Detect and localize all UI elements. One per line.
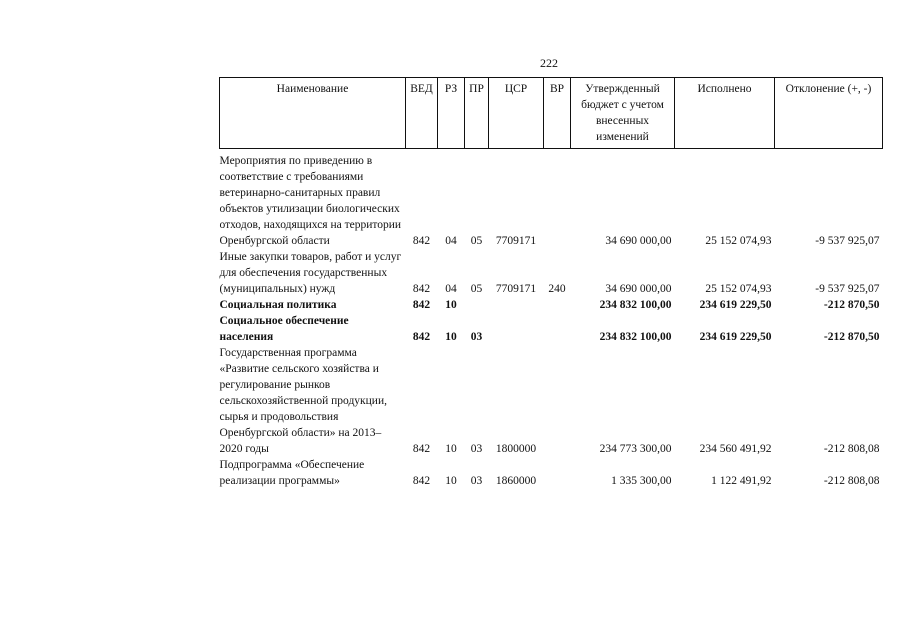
header-vr: ВР	[544, 78, 571, 149]
cell-deviation: -212 870,50	[823, 331, 880, 343]
header-ved: ВЕД	[406, 78, 438, 149]
cell-pr: 03	[470, 331, 483, 343]
header-csr: ЦСР	[489, 78, 544, 149]
cell-rz: 04	[445, 235, 457, 247]
cell-ved: 842	[412, 475, 431, 487]
cell-csr	[489, 297, 544, 313]
cell-deviation: -212 870,50	[823, 299, 880, 311]
cell-name: Мероприятия по приведению в соответствие с требованиями ветеринарно-санитарных правил объектов утилизации биологических отходов, находящихся на территории Оренбургской области	[219, 155, 402, 247]
cell-approved: 234 832 100,00	[599, 299, 672, 311]
cell-deviation: -9 537 925,07	[815, 283, 880, 295]
cell-name: Социальное обеспечение населения	[219, 315, 349, 343]
cell-rz: 10	[445, 475, 457, 487]
table-row	[220, 457, 883, 489]
cell-executed: 234 619 229,50	[699, 299, 772, 311]
cell-vr	[544, 297, 571, 313]
cell-name: Подпрограмма «Обеспечение реализации программы»	[219, 459, 365, 487]
cell-approved: 1 335 300,00	[611, 475, 672, 487]
cell-executed: 25 152 074,93	[705, 283, 772, 295]
cell-deviation: -9 537 925,07	[815, 235, 880, 247]
page-number: 222	[540, 56, 558, 70]
cell-pr: 05	[470, 283, 483, 295]
header-rz: РЗ	[438, 78, 465, 149]
cell-csr: 7709171	[495, 283, 537, 295]
header-approved: Утвержденный бюджет с учетом внесенных изменений	[571, 78, 675, 149]
cell-csr: 1800000	[495, 443, 537, 455]
header-name: Наименование	[220, 78, 406, 149]
cell-pr	[465, 297, 489, 313]
cell-csr: 1860000	[495, 475, 537, 487]
cell-rz: 10	[445, 299, 457, 311]
cell-ved: 842	[412, 283, 431, 295]
cell-deviation: -212 808,08	[823, 443, 880, 455]
cell-csr	[489, 313, 544, 345]
header-deviation: Отклонение (+, -)	[775, 78, 883, 149]
cell-name: Социальная политика	[219, 299, 337, 311]
cell-executed: 25 152 074,93	[705, 235, 772, 247]
cell-approved: 234 773 300,00	[599, 443, 672, 455]
cell-vr: 240	[548, 283, 566, 295]
cell-approved: 34 690 000,00	[605, 283, 672, 295]
cell-csr: 7709171	[495, 235, 537, 247]
table-row	[220, 149, 883, 250]
cell-vr	[544, 345, 571, 457]
cell-ved: 842	[412, 299, 431, 311]
header-pr: ПР	[465, 78, 489, 149]
cell-ved: 842	[412, 331, 431, 343]
table-row	[220, 249, 883, 297]
cell-approved: 34 690 000,00	[605, 235, 672, 247]
cell-executed: 234 560 491,92	[699, 443, 772, 455]
cell-ved: 842	[412, 235, 431, 247]
cell-name: Иные закупки товаров, работ и услуг для обеспечения государственных (муниципальных) нужд	[219, 251, 402, 295]
cell-ved: 842	[412, 443, 431, 455]
cell-vr	[544, 313, 571, 345]
cell-approved: 234 832 100,00	[599, 331, 672, 343]
table-row	[220, 345, 883, 457]
table-row	[220, 313, 883, 345]
table-row	[220, 297, 883, 313]
table-header-row	[220, 78, 883, 149]
cell-pr: 03	[470, 443, 483, 455]
header-executed: Исполнено	[675, 78, 775, 149]
cell-rz: 10	[445, 331, 457, 343]
cell-executed: 234 619 229,50	[699, 331, 772, 343]
cell-vr	[544, 149, 571, 250]
cell-pr: 05	[470, 235, 483, 247]
cell-deviation: -212 808,08	[823, 475, 880, 487]
budget-table	[219, 77, 883, 489]
cell-pr: 03	[470, 475, 483, 487]
cell-rz: 04	[445, 283, 457, 295]
cell-rz: 10	[445, 443, 457, 455]
cell-name: Государственная программа «Развитие сельского хозяйства и регулирование рынков сельскохозяйственной продукции, сырья и продовольствия Оренбургской области» на 2013–2020 годы	[219, 347, 387, 455]
cell-vr	[544, 457, 571, 489]
cell-executed: 1 122 491,92	[711, 475, 772, 487]
